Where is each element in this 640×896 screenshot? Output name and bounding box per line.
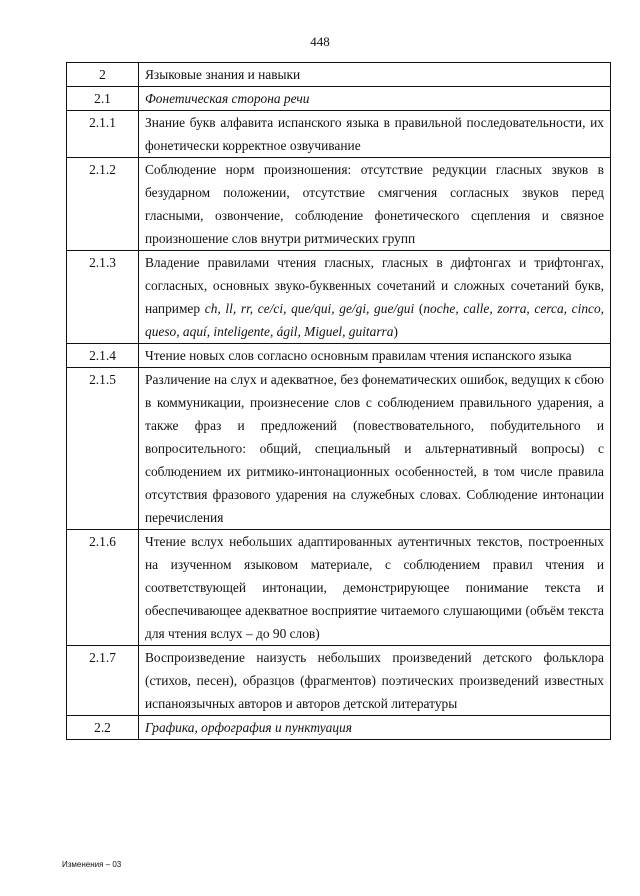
table-row: [67, 368, 611, 530]
table-row: [67, 716, 611, 740]
row-text: Знание букв алфавита испанского языка в правильной последовательности, их фонетически корректное озвучивание: [139, 111, 611, 158]
example-words: noche, calle, zorra, cerca, cinco, queso, aquí, inteligente, ágil, Miguel, guitarra: [145, 301, 604, 339]
paren-open: (: [414, 301, 424, 316]
table-row: [67, 87, 611, 111]
table-row: [67, 158, 611, 251]
content-table: [66, 62, 611, 740]
row-text: Чтение вслух небольших адаптированных аутентичных текстов, построенных на изученном языковом материале, с соблюдением правил чтения и соответствующей интонации, демонстрирующее понимание текста и обеспечивающее адекватное восприятие читаемого слушающими (объём текста для чтения вслух – до 90 слов): [139, 530, 611, 646]
row-text: Чтение новых слов согласно основным правилам чтения испанского языка: [139, 344, 611, 368]
row-number: 2.1.3: [67, 251, 139, 344]
row-text: Различение на слух и адекватное, без фонематических ошибок, ведущих к сбою в коммуникации, произнесение слов с соблюдением правильного ударения, а также фраз и предложений (повествовательного, побудительного и вопросительного: общий, специальный и альтернативный вопросы) с соблюдением их ритмико-интонационных особенностей, в том числе правила отсутствия фразового ударения на служебных словах. Соблюдение интонации перечисления: [139, 368, 611, 530]
table-row: [67, 646, 611, 716]
row-number: 2.1.7: [67, 646, 139, 716]
letter-combinations: ch, ll, rr, ce/ci, que/qui, ge/gi, gue/gui: [204, 301, 415, 316]
row-text-intro: Владение правилами чтения гласных, гласных в дифтонгах и трифтонгах, согласных, основных звуко-буквенных сочетаний и сложных сочетаний букв, например: [145, 255, 604, 316]
table-row: [67, 63, 611, 87]
table-row: [67, 111, 611, 158]
row-number: 2.1.4: [67, 344, 139, 368]
row-number: 2.1: [67, 87, 139, 111]
row-text: Соблюдение норм произношения: отсутствие редукции гласных звуков в безударном положении, отсутствие смягчения согласных звуков перед гласными, озвончение, соблюдение фонетического сцепления и связное произношение слов внутри ритмических групп: [139, 158, 611, 251]
table-row: [67, 344, 611, 368]
footer-revision: Изменения – 03: [62, 860, 122, 869]
row-number: 2: [67, 63, 139, 87]
table-row: [67, 530, 611, 646]
row-number: 2.1.1: [67, 111, 139, 158]
section-heading: Фонетическая сторона речи: [139, 87, 611, 111]
page-number: 448: [310, 34, 330, 49]
section-heading: Графика, орфография и пунктуация: [139, 716, 611, 740]
row-number: 2.1.2: [67, 158, 139, 251]
row-number: 2.1.5: [67, 368, 139, 530]
paren-close: ): [393, 324, 398, 339]
row-number: 2.2: [67, 716, 139, 740]
row-text: Языковые знания и навыки: [139, 63, 611, 87]
row-text: [139, 251, 611, 344]
table-row: [67, 251, 611, 344]
row-number: 2.1.6: [67, 530, 139, 646]
row-text: Воспроизведение наизусть небольших произведений детского фольклора (стихов, песен), образцов (фрагментов) поэтических произведений известных испаноязычных авторов и авторов детской литературы: [139, 646, 611, 716]
